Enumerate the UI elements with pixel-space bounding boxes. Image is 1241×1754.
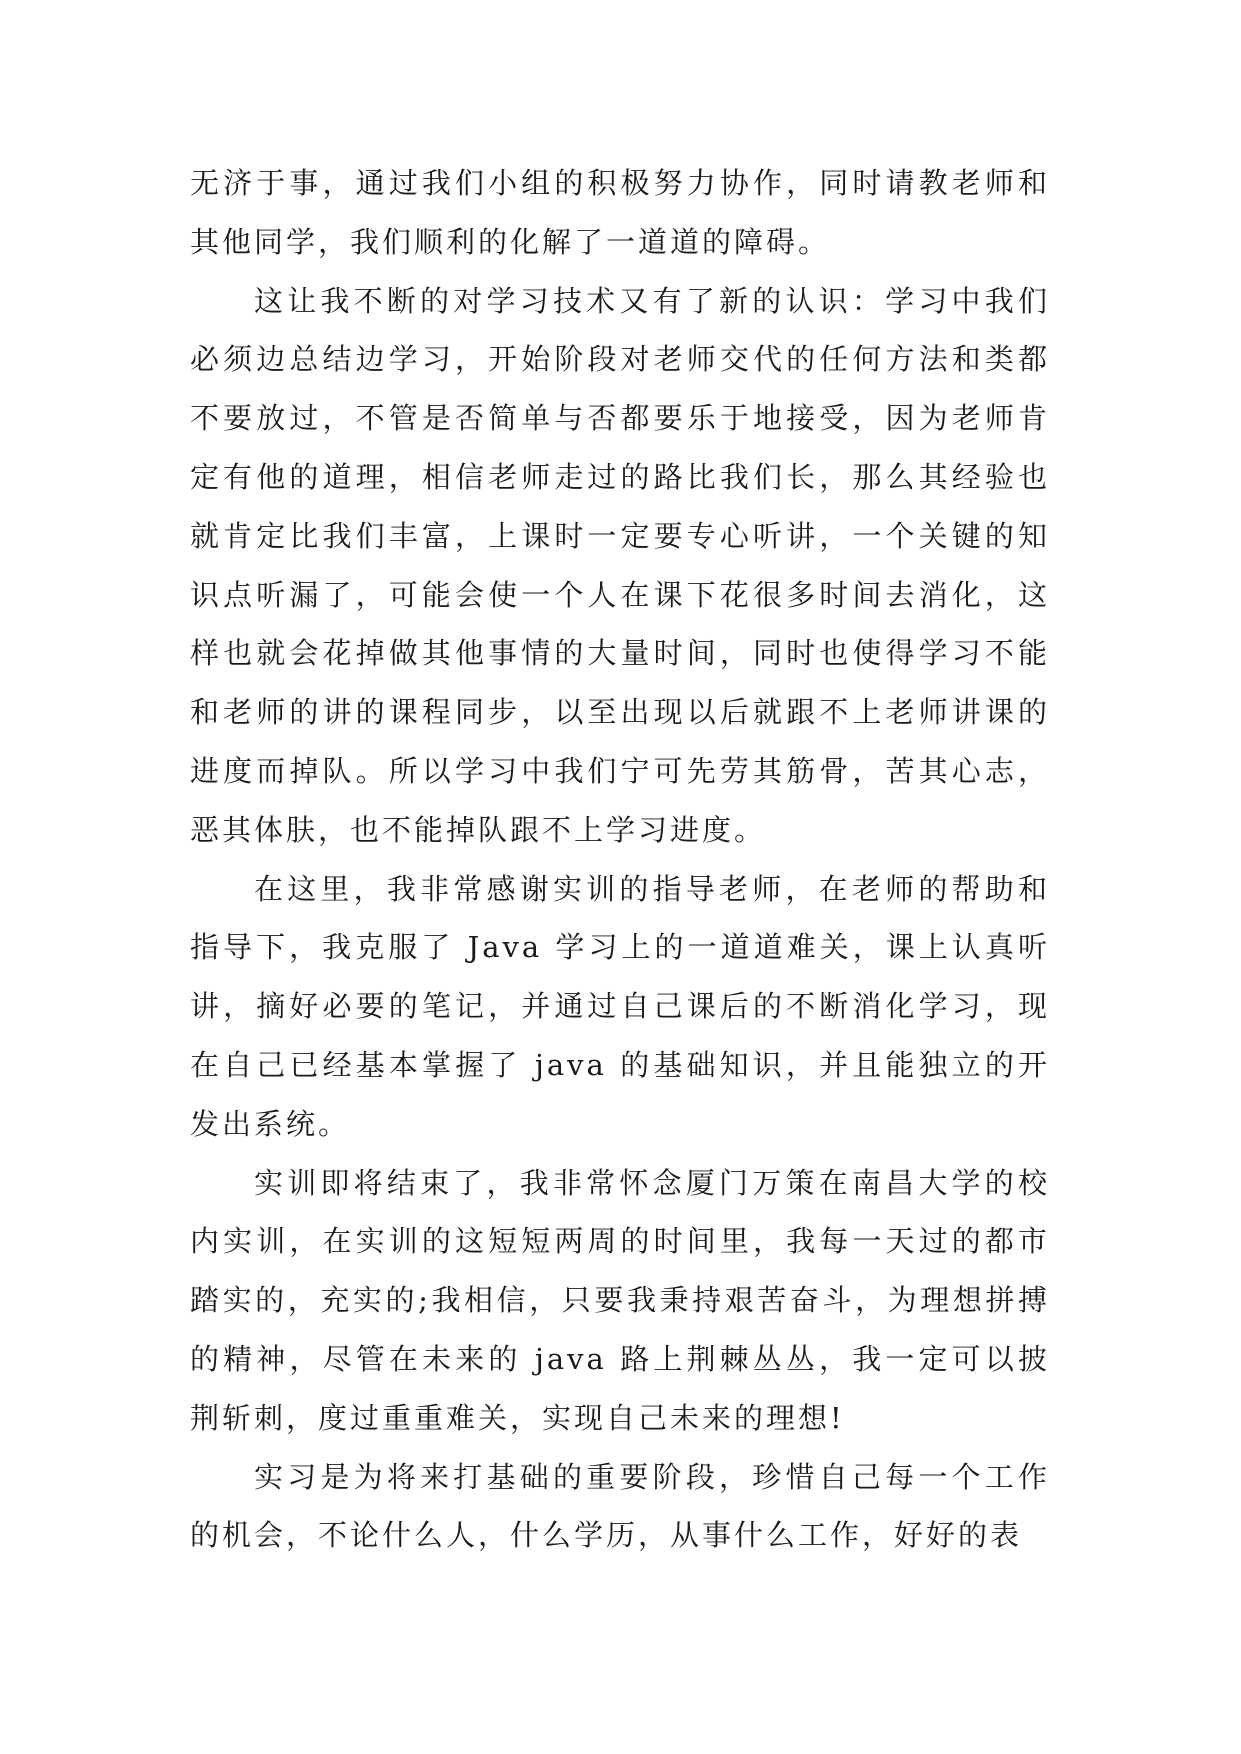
- paragraph-4: 实训即将结束了，我非常怀念厦门万策在南昌大学的校内实训，在实训的这短短两周的时间里，我每一天过的都市踏实的，充实的;我相信，只要我秉持艰苦奋斗，为理想拼搏的精神，尽管在未来的 java 路上荆棘丛丛，我一定可以披荆斩刺，度过重重难关，实现自己未来的理想!: [190, 1165, 1050, 1435]
- paragraph-5: 实习是为将来打基础的重要阶段，珍惜自己每一个工作的机会，不论什么人，什么学历，从事什么工作，好好的表: [190, 1459, 1050, 1553]
- paragraph-3: 在这里，我非常感谢实训的指导老师，在老师的帮助和指导下，我克服了 Java 学习上的一道道难关，课上认真听讲，摘好必要的笔记，并通过自己课后的不断消化学习，现在自己已经基本掌握了 java 的基础知识，并且能独立的开发出系统。: [190, 871, 1050, 1141]
- document-body: [190, 154, 1050, 1565]
- paragraph-2: 这让我不断的对学习技术又有了新的认识：学习中我们必须边总结边学习，开始阶段对老师交代的任何方法和类都不要放过，不管是否简单与否都要乐于地接受，因为老师肯定有他的道理，相信老师走过的路比我们长，那么其经验也就肯定比我们丰富，上课时一定要专心听讲，一个关键的知识点听漏了，可能会使一个人在课下花很多时间去消化，这样也就会花掉做其他事情的大量时间，同时也使得学习不能和老师的讲的课程同步，以至出现以后就跟不上老师讲课的进度而掉队。所以学习中我们宁可先劳其筋骨，苦其心志，恶其体肤，也不能掉队跟不上学习进度。: [190, 283, 1050, 847]
- paragraph-1: 无济于事，通过我们小组的积极努力协作，同时请教老师和其他同学，我们顺利的化解了一道道的障碍。: [190, 166, 1050, 259]
